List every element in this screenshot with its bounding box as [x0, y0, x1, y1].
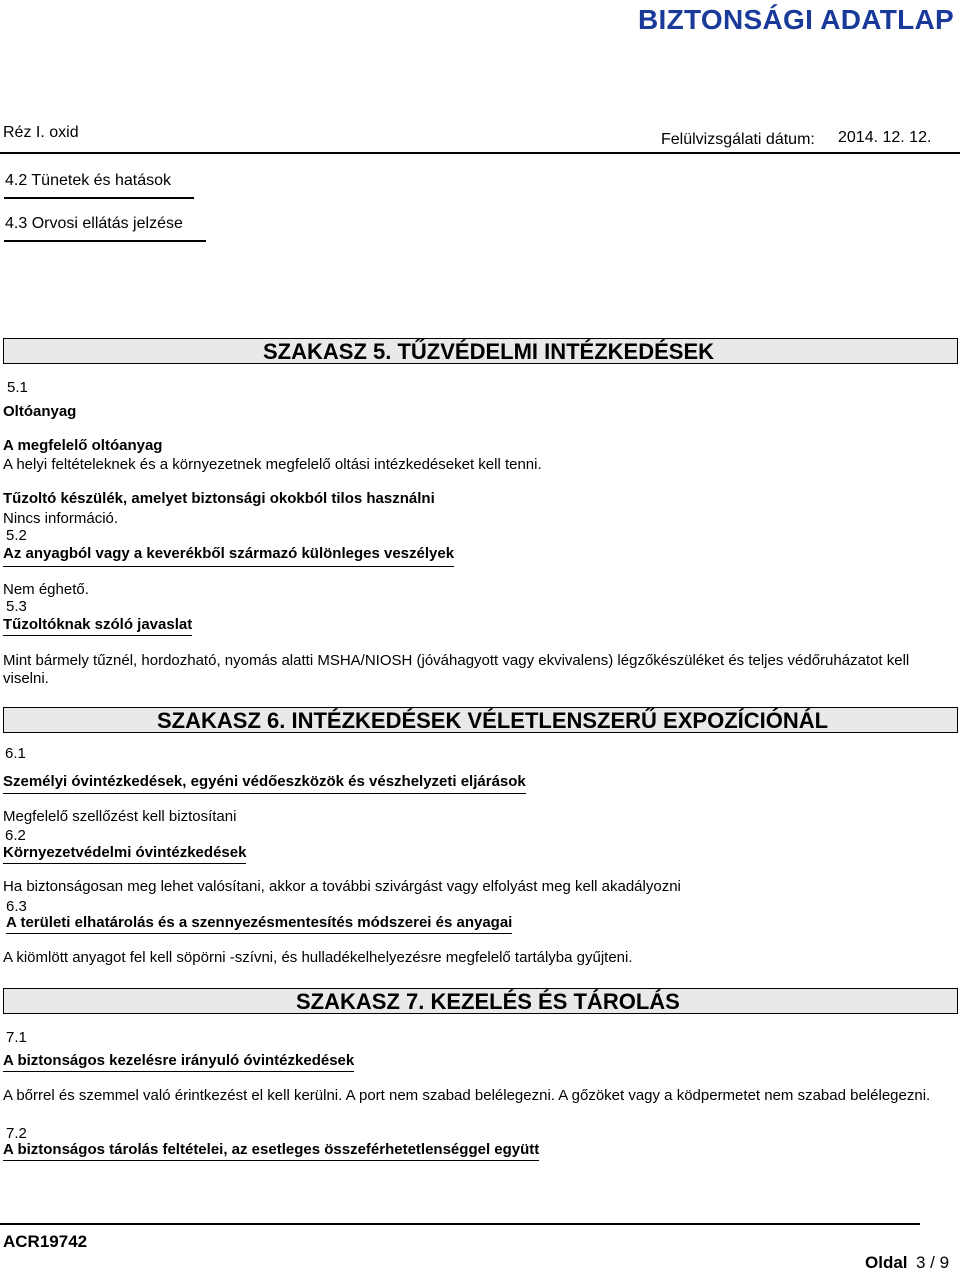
- section-4-3-heading: 4.3 Orvosi ellátás jelzése: [5, 215, 183, 232]
- section-6-3-number: 6.3: [6, 898, 27, 915]
- section-7-1-number: 7.1: [6, 1029, 27, 1046]
- firefighter-advice-text: Mint bármely tűznél, hordozható, nyomás alatti MSHA/NIOSH (jóváhagyott vagy ekvivalens) légzőkészüléket és teljes védőruházatot kell viselni.: [3, 652, 910, 687]
- unsuitable-media-text: Nincs információ.: [3, 510, 119, 527]
- section-4-2-heading: 4.2 Tünetek és hatások: [5, 172, 172, 189]
- environmental-precautions-text: Ha biztonságosan meg lehet valósítani, akkor a további szivárgást vagy elfolyást meg kell akadályozni: [3, 878, 681, 895]
- extinguishing-media-subheading: A megfelelő oltóanyag: [3, 437, 163, 454]
- section-7-title: SZAKASZ 7. KEZELÉS ÉS TÁROLÁS: [296, 989, 680, 1014]
- page-number: 3 / 9: [916, 1253, 950, 1272]
- section-5-1-number: 5.1: [7, 379, 28, 396]
- header-divider: [0, 152, 960, 154]
- revision-date: 2014. 12. 12.: [838, 129, 932, 146]
- section-5-title: SZAKASZ 5. TŰZVÉDELMI INTÉZKEDÉSEK: [263, 339, 715, 364]
- section-4-3-underline: [4, 240, 206, 242]
- safe-handling-text: A bőrrel és szemmel való érintkezést el kell kerülni. A port nem szabad belélegezni. A gőzöket vagy a ködpermetet nem szabad belélegezni.: [3, 1087, 931, 1104]
- section-7-1-heading: A biztonságos kezelésre irányuló óvintézkedések: [3, 1052, 354, 1072]
- section-5-1-heading: Oltóanyag: [3, 403, 77, 420]
- section-6-3-heading: A területi elhatárolás és a szennyezésmentesítés módszerei és anyagai: [6, 914, 512, 934]
- special-hazards-text: Nem éghető.: [3, 581, 89, 598]
- unsuitable-media-subheading: Tűzoltó készülék, amelyet biztonsági okokból tilos használni: [3, 490, 435, 507]
- section-5-3-number: 5.3: [6, 598, 27, 615]
- section-6-2-heading: Környezetvédelmi óvintézkedések: [3, 844, 246, 864]
- section-7-2-number: 7.2: [6, 1125, 27, 1142]
- footer-divider: [0, 1223, 920, 1225]
- extinguishing-media-text: A helyi feltételeknek és a környezetnek megfelelő oltási intézkedéseket kell tenni.: [3, 456, 542, 473]
- section-5-3-heading: Tűzoltóknak szóló javaslat: [3, 616, 192, 636]
- section-5-2-heading: Az anyagból vagy a keverékből származó különleges veszélyek: [3, 545, 454, 567]
- section-5-2-number: 5.2: [6, 527, 27, 544]
- product-name: Réz I. oxid: [3, 124, 79, 141]
- section-6-2-number: 6.2: [5, 827, 26, 844]
- section-6-1-number: 6.1: [5, 745, 26, 762]
- section-7-2-heading: A biztonságos tárolás feltételei, az esetleges összeférhetetlenséggel együtt: [3, 1141, 539, 1161]
- section-5-header: [3, 338, 958, 364]
- revision-label: Felülvizsgálati dátum:: [661, 131, 815, 148]
- page-label: Oldal: [865, 1253, 908, 1272]
- product-code: ACR19742: [3, 1232, 88, 1251]
- section-6-1-heading: Személyi óvintézkedések, egyéni védőeszközök és vészhelyzeti eljárások: [3, 773, 526, 794]
- section-4-2-underline: [4, 197, 194, 199]
- section-6-header: [3, 707, 958, 733]
- containment-methods-text: A kiömlött anyagot fel kell söpörni -szívni, és hulladékelhelyezésre megfelelő tartályba gyűjteni.: [3, 949, 633, 966]
- section-6-title: SZAKASZ 6. INTÉZKEDÉSEK VÉLETLENSZERŰ EXPOZÍCIÓNÁL: [157, 708, 829, 733]
- personal-precautions-text: Megfelelő szellőzést kell biztosítani: [3, 808, 237, 825]
- section-7-header: [3, 988, 958, 1014]
- document-title: BIZTONSÁGI ADATLAP: [638, 4, 954, 35]
